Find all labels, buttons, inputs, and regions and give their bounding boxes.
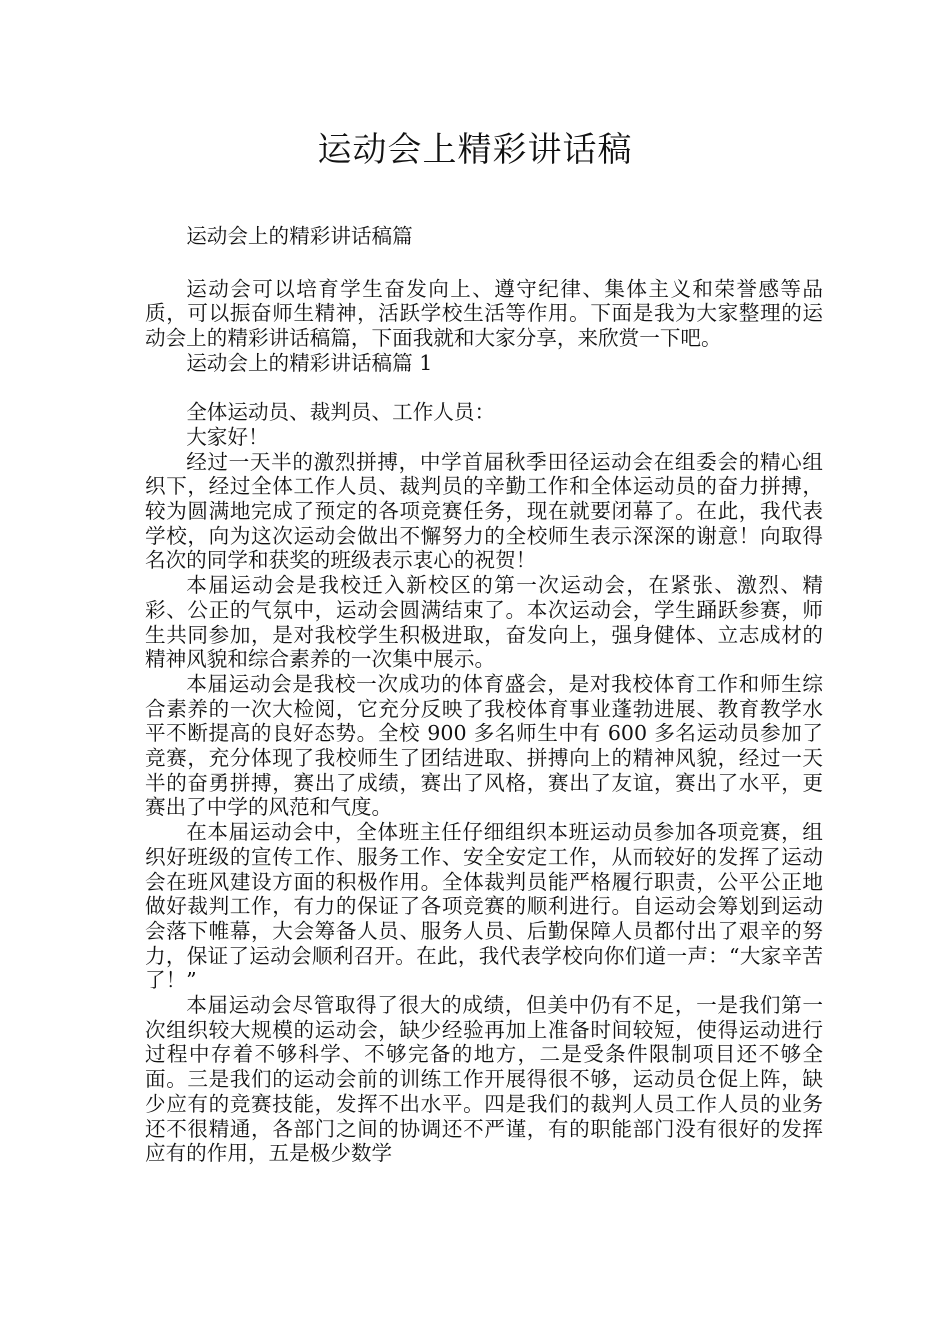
body-paragraph: 本届运动会尽管取得了很大的成绩，但美中仍有不足，一是我们第一次组织较大规模的运动会，缺少经验再加上准备时间较短，使得运动进行过程中存着不够科学、不够完备的地方，二是受条件限制项目还不够全面。三是我们的运动会前的训练工作开展得很不够，运动员仓促上阵，缺少应有的竞赛技能，发挥不出水平。四是我们的裁判人员工作人员的业务还不很精通，各部门之间的协调还不严谨，有的职能部门没有很好的发挥应有的作用，五是极少数学 — [145, 993, 823, 1166]
document-title: 运动会上精彩讲话稿 — [317, 130, 633, 170]
subtitle-paragraph: 运动会上的精彩讲话稿篇 — [186, 224, 413, 248]
body-paragraph: 本届运动会是我校一次成功的体育盛会，是对我校体育工作和师生综合素养的一次大检阅，它充分反映了我校体育事业蓬勃进展、教育教学水平不断提高的良好态势。全校 900 多名师生中有 600 多名运动员参加了竞赛，充分体现了我校师生了团结进取、拼搏向上的精神风貌，经过一天半的奋勇拼搏，赛出了成绩，赛出了风格，赛出了友谊，赛出了水平，更赛出了中学的风范和气度。 — [145, 671, 823, 820]
section-heading: 运动会上的精彩讲话稿篇 1 — [186, 350, 433, 375]
greeting-paragraph: 大家好！ — [186, 424, 269, 449]
body-paragraph: 本届运动会是我校迁入新校区的第一次运动会，在紧张、激烈、精彩、公正的气氛中，运动会圆满结束了。本次运动会，学生踊跃参赛，师生共同参加，是对我校学生积极进取，奋发向上，强身健体、立志成材的精神风貌和综合素养的一次集中展示。 — [145, 573, 823, 672]
intro-paragraph: 运动会可以培育学生奋发向上、遵守纪律、集体主义和荣誉感等品质，可以振奋师生精神，活跃学校生活等作用。下面是我为大家整理的运动会上的精彩讲话稿篇，下面我就和大家分享，来欣赏一下吧。 — [145, 276, 823, 351]
body-paragraph: 经过一天半的激烈拼搏，中学首届秋季田径运动会在组委会的精心组织下，经过全体工作人员、裁判员的辛勤工作和全体运动员的奋力拼搏，较为圆满地完成了预定的各项竞赛任务，现在就要闭幕了。在此，我代表学校，向为这次运动会做出不懈努力的全校师生表示深深的谢意！向取得名次的同学和获奖的班级表示衷心的祝贺！ — [145, 449, 823, 573]
document-body — [145, 224, 823, 1166]
salutation-paragraph: 全体运动员、裁判员、工作人员： — [186, 400, 496, 425]
body-paragraph: 在本届运动会中，全体班主任仔细组织本班运动员参加各项竞赛，组织好班级的宣传工作、服务工作、安全安定工作，从而较好的发挥了运动会在班风建设方面的积极作用。全体裁判员能严格履行职责，公平公正地做好裁判工作，有力的保证了各项竞赛的顺利进行。自运动会筹划到运动会落下帷幕，大会筹备人员、服务人员、后勤保障人员都付出了艰辛的努力，保证了运动会顺利召开。在此，我代表学校向你们道一声：“大家辛苦了！” — [145, 820, 823, 993]
